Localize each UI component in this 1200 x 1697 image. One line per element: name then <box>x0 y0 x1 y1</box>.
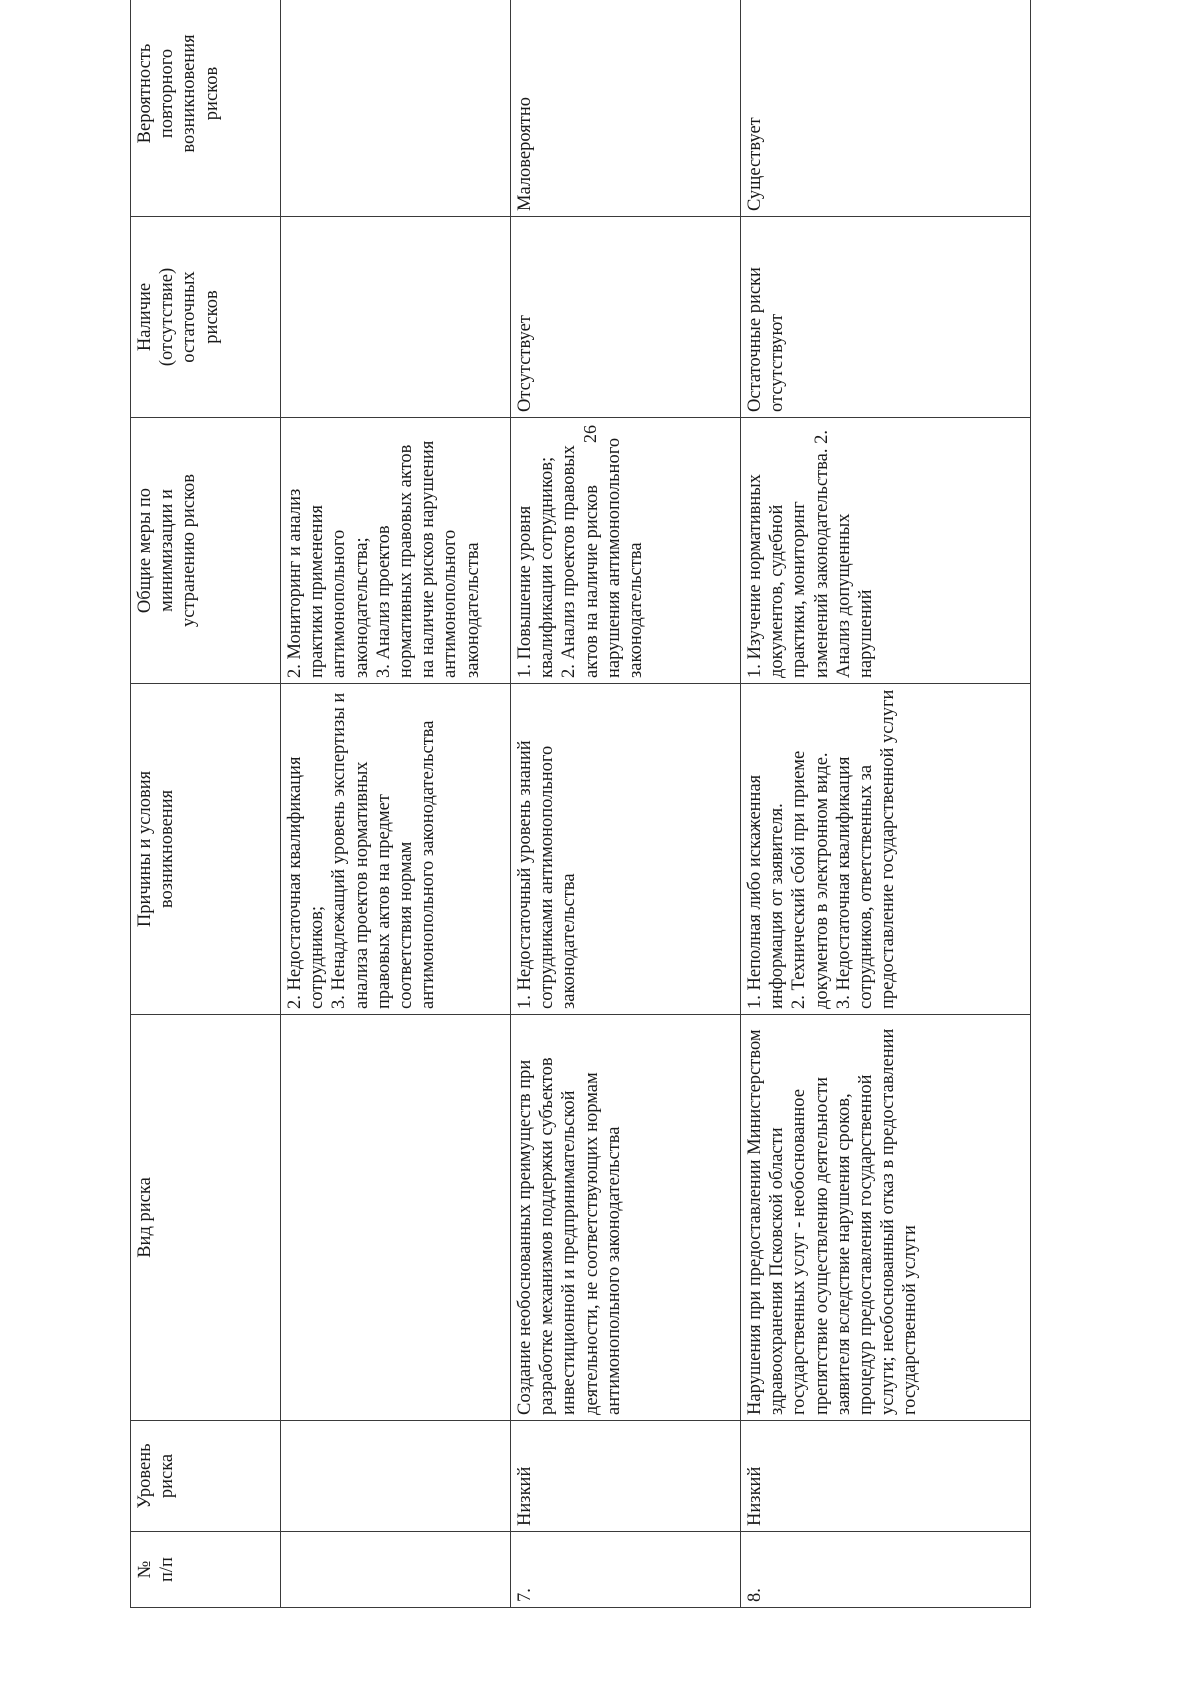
cell-number <box>281 1532 511 1608</box>
table-header-row <box>131 0 281 1608</box>
table-row <box>281 0 511 1608</box>
cell-risk-level: Низкий <box>741 1421 1031 1532</box>
header-risk-level: Уровень риска <box>131 1421 281 1532</box>
header-number: № п/п <box>131 1532 281 1608</box>
cell-causes: 2. Недостаточная квалификация сотрудников; 3. Ненадлежащий уровень экспертизы и анализа проектов нормативных правовых актов на предмет соответствия нормам антимонопольного законодательства <box>281 684 511 1015</box>
cell-number: 7. <box>511 1532 741 1608</box>
cell-measures: 2. Мониторинг и анализ практики применения антимонопольного законодательства; 3. Анализ проектов нормативных правовых актов на наличие рисков нарушения антимонопольного законодательства <box>281 418 511 684</box>
cell-recurrence-probability: Маловероятно <box>511 0 741 217</box>
cell-causes: 1. Неполная либо искаженная информация от заявителя. 2. Технический сбой при приеме документов в электронном виде. 3. Недостаточная квалификация сотрудников, ответственных за предоставление государственной услуги <box>741 684 1031 1015</box>
cell-recurrence-probability: Существует <box>741 0 1031 217</box>
header-recurrence-probability: Вероятность повторного возникновения рисков <box>131 0 281 217</box>
cell-risk-type: Создание необоснованных преимуществ при разработке механизмов поддержки субъектов инвестиционной и предпринимательской деятельности, не соответствующих нормам антимонопольного законодательства <box>511 1015 741 1421</box>
cell-residual-risks: Отсутствует <box>511 217 741 418</box>
cell-risk-level: Низкий <box>511 1421 741 1532</box>
cell-recurrence-probability <box>281 0 511 217</box>
table-row <box>741 0 1031 1608</box>
header-causes: Причины и условия возникновения <box>131 684 281 1015</box>
cell-residual-risks <box>281 217 511 418</box>
cell-causes: 1. Недостаточный уровень знаний сотрудниками антимонопольного законодательства <box>511 684 741 1015</box>
header-measures: Общие меры по минимизации и устранению рисков <box>131 418 281 684</box>
header-residual-risks: Наличие (отсутствие) остаточных рисков <box>131 217 281 418</box>
cell-risk-type: Нарушения при предоставлении Министерством здравоохранения Псковской области государственных услуг - необоснованное препятствие осуществлению деятельности заявителя вследствие нарушения сроков, процедур предоставления государственной услуги; необоснованный отказ в предоставлении государственной услуги <box>741 1015 1031 1421</box>
header-risk-type: Вид риска <box>131 1015 281 1421</box>
risk-table <box>130 0 1031 1608</box>
cell-risk-level <box>281 1421 511 1532</box>
table-row <box>511 0 741 1608</box>
cell-measures: 1. Изучение нормативных документов, судебной практики, мониторинг изменений законодательства. 2. Анализ допущенных нарушений <box>741 418 1031 684</box>
cell-measures: 1. Повышение уровня квалификации сотрудников; 2. Анализ проектов правовых актов на наличие рисков нарушения антимонопольного законодательства <box>511 418 741 684</box>
risk-table-container <box>130 34 1030 1608</box>
cell-residual-risks: Остаточные риски отсутствуют <box>741 217 1031 418</box>
cell-number: 8. <box>741 1532 1031 1608</box>
page-number: 26 <box>580 425 600 443</box>
cell-risk-type <box>281 1015 511 1421</box>
